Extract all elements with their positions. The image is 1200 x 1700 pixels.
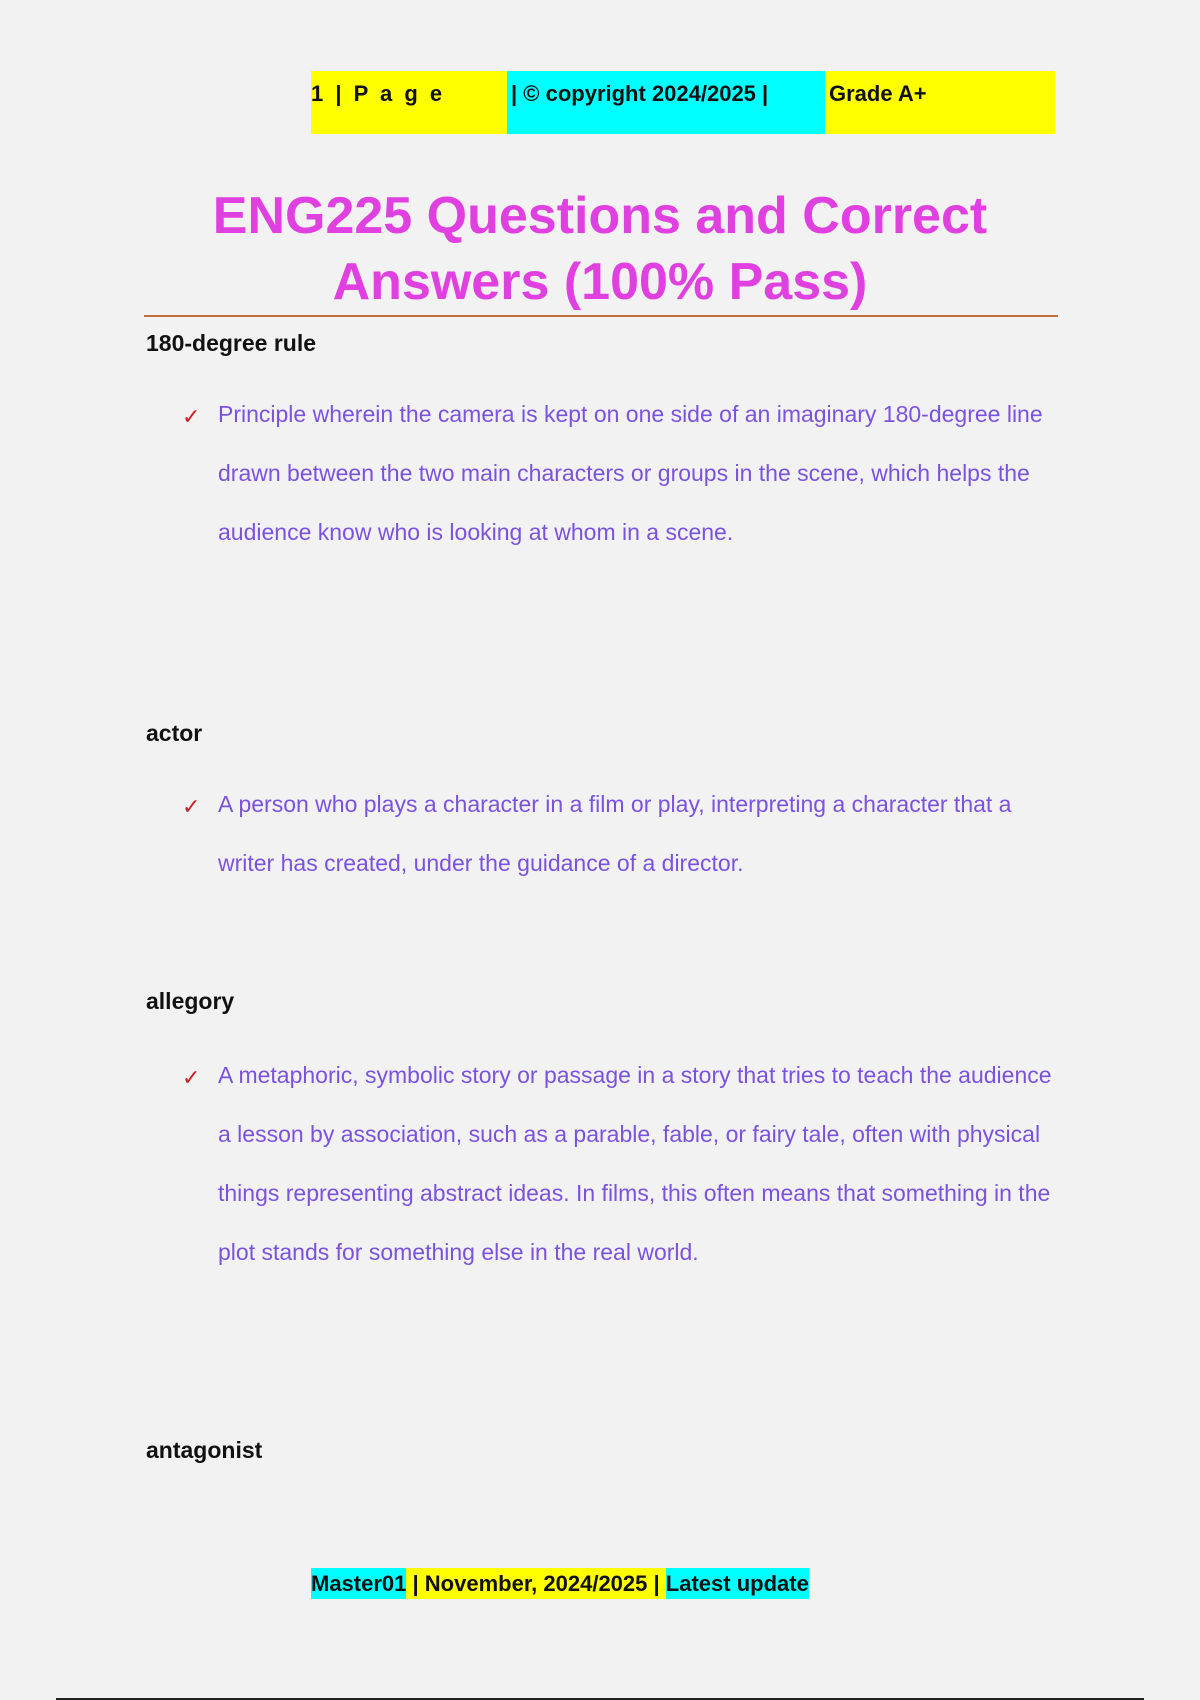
document-title	[140, 183, 1060, 315]
term-heading: antagonist	[146, 1437, 263, 1463]
term-heading: actor	[146, 720, 203, 746]
answer-item	[182, 1064, 1062, 1282]
term-heading: allegory	[146, 988, 235, 1014]
answer-text: Principle wherein the camera is kept on one side of an imaginary 180-degree line drawn between the two main characters or groups in the scene, which helps the audience know who is looking at whom in a scene.	[218, 401, 1043, 545]
footer-update-label: Latest update	[666, 1568, 809, 1599]
page-number-label: 1 | P a g e	[311, 71, 507, 134]
answer-item	[182, 403, 1062, 562]
term-heading: 180-degree rule	[146, 330, 317, 356]
answer-text: A metaphoric, symbolic story or passage in a story that tries to teach the audience a lesson by association, such as a parable, fable, or fairy tale, often with physical things representing abstract ideas. In films, this often means that something in the plot stands for something else in the real world.	[218, 1062, 1052, 1265]
footer-author: Master01	[311, 1568, 406, 1599]
footer-separator: |	[647, 1568, 665, 1599]
check-icon: ✓	[182, 795, 201, 820]
footer-date: November, 2024/2025	[425, 1568, 648, 1599]
title-divider	[144, 315, 1058, 317]
title-line-1: ENG225 Questions and Correct	[212, 187, 988, 245]
title-line-2: Answers (100% Pass)	[332, 253, 868, 311]
grade-label: Grade A+	[825, 71, 1055, 134]
check-icon: ✓	[182, 405, 201, 430]
footer-separator: |	[406, 1568, 424, 1599]
answer-text: A person who plays a character in a film or play, interpreting a character that a writer has created, under the guidance of a director.	[218, 791, 1012, 876]
page-header-bar	[311, 71, 1055, 134]
page-footer-bar	[311, 1568, 809, 1599]
answer-item	[182, 793, 1062, 893]
check-icon: ✓	[182, 1066, 201, 1091]
copyright-label: | © copyright 2024/2025 |	[507, 71, 825, 134]
